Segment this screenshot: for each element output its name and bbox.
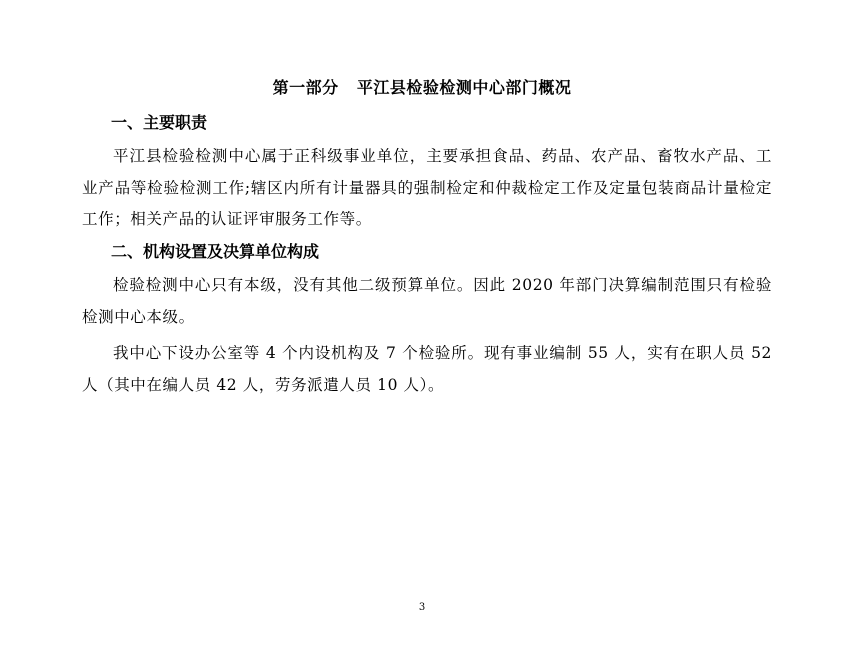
paragraph-budget-units: 检验检测中心只有本级，没有其他二级预算单位。因此 2020 年部门决算编制范围只有检验检测中心本级。 (82, 276, 772, 326)
section-heading-organization: 二、机构设置及决算单位构成 (111, 242, 320, 261)
section-heading-responsibilities: 一、主要职责 (111, 113, 208, 132)
paragraph-staffing: 我中心下设办公室等 4 个内设机构及 7 个检验所。现有事业编制 55 人，实有在职人员 52 人（其中在编人员 42 人，劳务派遣人员 10 人）。 (82, 344, 772, 394)
paragraph-responsibilities: 平江县检验检测中心属于正科级事业单位，主要承担食品、药品、农产品、畜牧水产品、工业产品等检验检测工作;辖区内所有计量器具的强制检定和仲裁检定工作及定量包装商品计量检定工作；相关产品的认证评审服务工作等。 (82, 147, 772, 228)
page-number: 3 (418, 602, 426, 613)
page-title: 第一部分 平江县检验检测中心部门概况 (272, 78, 572, 97)
